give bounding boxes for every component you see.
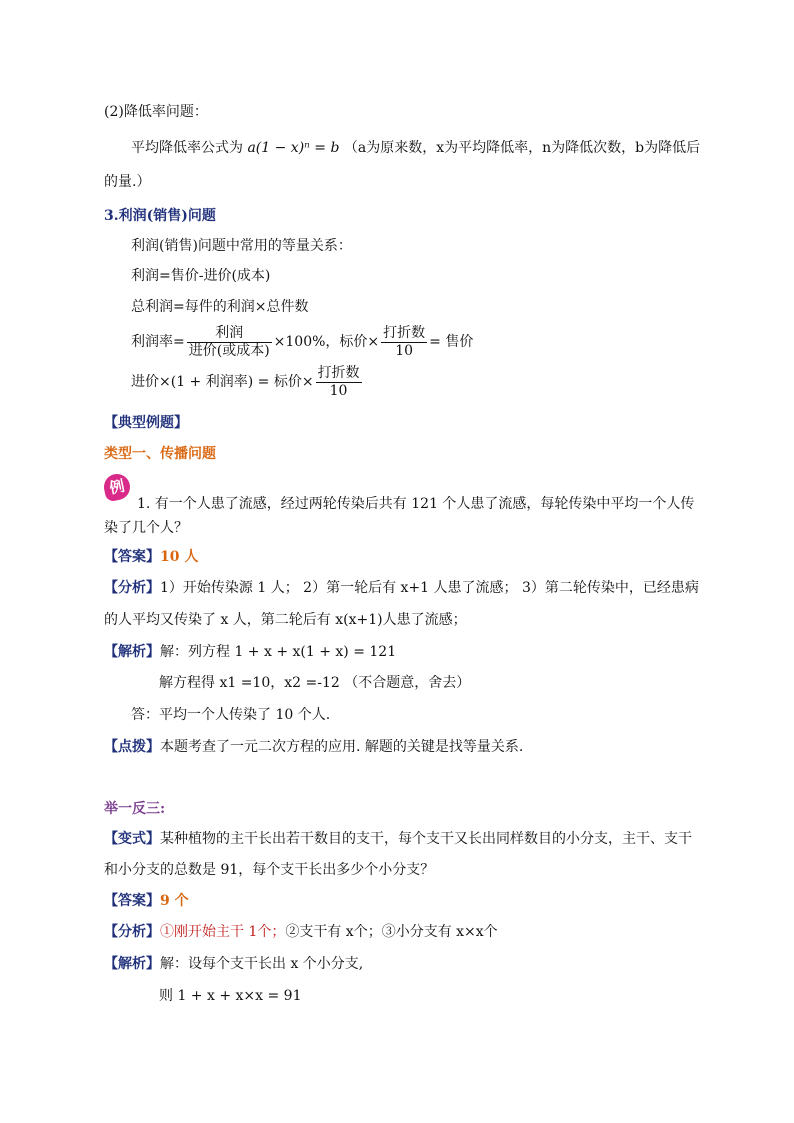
variant-line-2: 和小分支的总数是 91，每个支干长出多少个小分支？ [104,862,435,878]
comment-1-text: 本题考查了一元二次方程的应用. 解题的关键是找等量关系. [160,739,524,755]
solution-2-tag: 【解析】 [104,956,160,972]
variant-text: 某种植物的主干长出若干数目的支干，每个支干又长出同样数目的小分支，主干、支干 [160,831,692,847]
answer-2 [104,891,189,911]
rate-numerator: 利润 [187,325,272,343]
discount-numerator: 打折数 [383,324,426,341]
profit-rate-formula [131,324,473,360]
analysis-1-line-2: 的人平均又传染了 x 人，第二轮后有 x(x+1)人患了流感； [104,612,467,628]
analysis-1-text: 1）开始传染源 1 人； 2）第一轮后有 x+1 人患了流感； 3）第二轮传染中，已经患病 [160,580,699,596]
cost-price-fraction [316,365,362,400]
decline-formula: a(1 − x)ⁿ = b [247,140,340,156]
solution-tag: 【解析】 [104,644,160,660]
solution-1-equation: 解：列方程 1 + x + x(1 + x) = 121 [160,644,397,660]
formula-description-cont: 的量.） [104,174,151,190]
answer-tag: 【答案】 [104,549,160,565]
price-tail: = 售价 [429,334,474,350]
rate-fraction [187,325,272,360]
analysis-tag: 【分析】 [104,580,160,596]
solution-1-line-1 [104,642,396,662]
solution-2-line-2: 则 1 + x + x×x = 91 [159,988,302,1004]
question-1-line-2: 染了几个人？ [104,520,188,536]
cost-price-formula [131,364,364,400]
rate-tail: ×100%，标价× [273,334,380,350]
question-1-line-1: 1. 有一个人患了流感，经过两轮传染后共有 121 个人患了流感，每轮传染中平均一个人传 [137,496,695,512]
analysis-2 [104,922,498,942]
cost-price-numerator: 打折数 [317,364,360,381]
solution-2-text: 解：设每个支干长出 x 个小分支, [160,956,364,972]
analysis-2-tag: 【分析】 [104,924,160,940]
variant-line-1 [104,829,692,849]
examples-heading: 【典型例题】 [104,415,188,431]
example-badge-icon: 例 [102,472,133,503]
rate-denominator: 进价(或成本) [188,342,270,359]
total-profit-formula: 总利润=每件的利润×总件数 [131,299,309,315]
formula-line [131,138,700,158]
type-1-heading: 类型一、传播问题 [104,446,216,462]
profit-intro: 利润(销售)问题中常用的等量关系： [131,238,352,254]
variant-tag: 【变式】 [104,831,160,847]
answer-1 [104,547,198,567]
practice-heading: 举一反三: [104,801,166,817]
rate-label: 利润率= [131,334,185,350]
section-2-heading: (2)降低率问题： [104,104,208,120]
analysis-2-part-b: ②支干有 x个；③小分支有 x×x个 [285,924,498,940]
comment-tag: 【点拨】 [104,739,160,755]
answer-2-tag: 【答案】 [104,893,160,909]
formula-intro: 平均降低率公式为 [131,140,243,156]
answer-1-value: 10 人 [160,549,199,565]
formula-description: （a为原来数，x为平均降低率，n为降低次数，b为降低后 [343,140,701,156]
answer-2-value: 9 个 [160,893,189,909]
solution-2-line-1 [104,954,363,974]
cost-price-head: 进价×(1 + 利润率) = 标价× [131,374,314,390]
comment-1 [104,737,523,757]
discount-fraction [381,325,427,360]
profit-formula: 利润=售价-进价(成本) [131,268,271,284]
analysis-1-line-1 [104,578,699,598]
analysis-2-part-a: ①刚开始主干 1个； [160,924,286,940]
solution-1-line-3: 答：平均一个人传染了 10 个人. [131,707,331,723]
section-3-heading: 3.利润(销售)问题 [104,208,216,224]
discount-denominator: 10 [395,342,414,359]
cost-price-denominator: 10 [329,382,348,399]
solution-1-line-2: 解方程得 x1 =10，x2 =-12 （不合题意，舍去） [159,675,471,691]
